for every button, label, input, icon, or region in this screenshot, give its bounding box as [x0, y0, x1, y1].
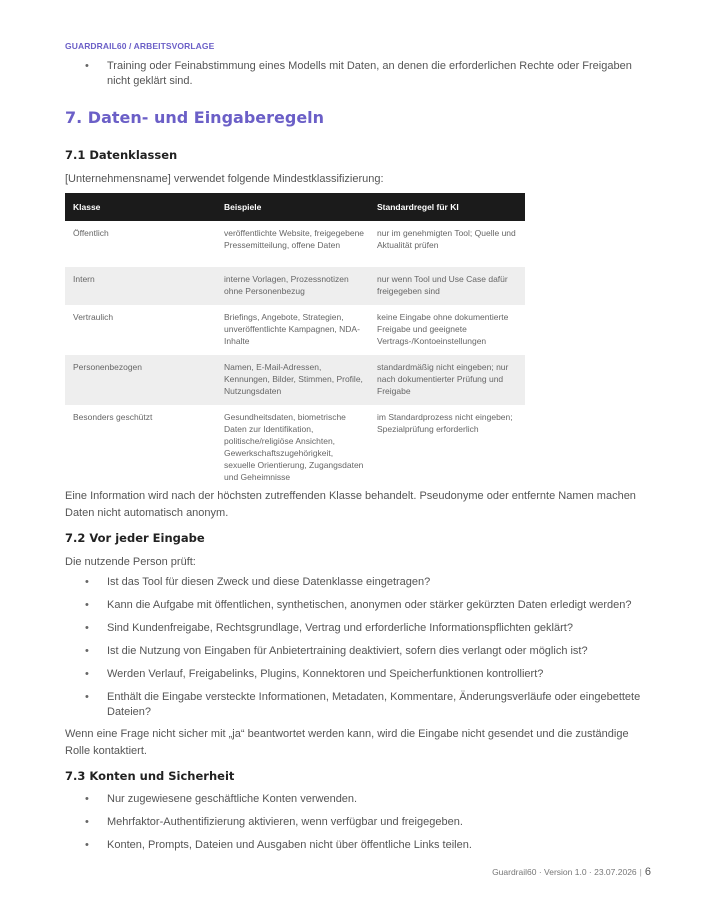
table-header-row [65, 193, 525, 221]
table-row [65, 355, 525, 405]
subsection-heading-7-3: 7.3 Konten und Sicherheit [65, 769, 235, 783]
table-cell: Briefings, Angebote, Strategien, unveröffentlichte Kampagnen, NDA-Inhalte [224, 312, 360, 346]
checklist [65, 575, 645, 728]
list-item: • Ist die Nutzung von Eingaben für Anbietertraining deaktiviert, sofern dies verlangt oder möglich ist? [65, 644, 645, 659]
column-header: Klasse [65, 193, 218, 221]
paragraph: Wenn eine Frage nicht sicher mit „ja“ beantwortet werden kann, wird die Eingabe nicht gesendet und die zuständige Rolle kontaktiert. [65, 728, 629, 757]
list-item: • Mehrfaktor-Authentifizierung aktivieren, wenn verfügbar und freigegeben. [65, 815, 645, 830]
section-heading: 7. Daten- und Eingaberegeln [65, 108, 325, 127]
table-cell: interne Vorlagen, Prozessnotizen ohne Personenbezug [218, 267, 371, 305]
paragraph: Die nutzende Person prüft: [65, 556, 196, 568]
table-cell: Öffentlich [73, 228, 109, 238]
data-class-table [65, 193, 525, 489]
list-item: • Training oder Feinabstimmung eines Modells mit Daten, an denen die erforderlichen Rechte oder Freigaben nicht geklärt sind. [65, 59, 645, 89]
table-cell: Personenbezogen [65, 355, 218, 405]
table-row [65, 267, 525, 305]
footer-text: Guardrail60 · Version 1.0 · 23.07.2026 [492, 867, 637, 877]
table-cell: im Standardprozess nicht eingeben; Spezialprüfung erforderlich [377, 412, 513, 434]
list-item: • Enthält die Eingabe versteckte Informationen, Metadaten, Kommentare, Änderungsverläufe oder eingebettete Dateien? [65, 690, 645, 720]
column-header: Beispiele [218, 193, 371, 221]
table-row [65, 305, 525, 355]
security-list [65, 792, 645, 861]
list-item: • Ist das Tool für diesen Zweck und diese Datenklasse eingetragen? [65, 575, 645, 590]
table-cell: Intern [65, 267, 218, 305]
subsection-heading-7-2: 7.2 Vor jeder Eingabe [65, 531, 205, 545]
table-row [65, 221, 525, 267]
table-cell: nur im genehmigten Tool; Quelle und Aktualität prüfen [377, 228, 516, 250]
running-header: GUARDRAIL60 / ARBEITSVORLAGE [65, 41, 215, 51]
intro-bullet-list [65, 59, 645, 89]
list-item: • Nur zugewiesene geschäftliche Konten verwenden. [65, 792, 645, 807]
table-cell: Gesundheitsdaten, biometrische Daten zur Identifikation, politische/religiöse Ansichten, Gewerkschaftszugehörigkeit, sexuelle Orientierung, Zugangsdaten und Geheimnisse [224, 412, 364, 482]
list-item: • Werden Verlauf, Freigabelinks, Plugins, Konnektoren und Speicherfunktionen kontrolliert? [65, 667, 645, 682]
table-cell: standardmäßig nicht eingeben; nur nach dokumentierter Prüfung und Freigabe [371, 355, 525, 405]
paragraph: Eine Information wird nach der höchsten zutreffenden Klasse behandelt. Pseudonyme oder entfernte Namen machen Daten nicht automatisch anonym. [65, 490, 636, 519]
page-number: 6 [644, 866, 651, 878]
column-header: Standardregel für KI [371, 193, 525, 221]
table-cell: veröffentlichte Website, freigegebene Pressemitteilung, offene Daten [224, 228, 365, 250]
subsection-heading-7-1: 7.1 Datenklassen [65, 148, 178, 162]
table-cell: nur wenn Tool und Use Case dafür freigegeben sind [371, 267, 525, 305]
table-cell: Namen, E-Mail-Adressen, Kennungen, Bilder, Stimmen, Profile, Nutzungsdaten [218, 355, 371, 405]
list-item: • Konten, Prompts, Dateien und Ausgaben nicht über öffentliche Links teilen. [65, 838, 645, 853]
page-footer [440, 866, 651, 878]
footer-separator: | [639, 867, 642, 877]
list-item: • Kann die Aufgabe mit öffentlichen, synthetischen, anonymen oder stärker gekürzten Daten erledigt werden? [65, 598, 645, 613]
table-row [65, 405, 525, 489]
table-cell: keine Eingabe ohne dokumentierte Freigabe und geeignete Vertrags-/Kontoeinstellungen [377, 312, 509, 346]
table-cell: Vertraulich [73, 312, 114, 322]
paragraph: [Unternehmensname] verwendet folgende Mindestklassifizierung: [65, 173, 384, 185]
table-cell: Besonders geschützt [73, 412, 153, 422]
list-item: • Sind Kundenfreigabe, Rechtsgrundlage, Vertrag und erforderliche Informationspflichten geklärt? [65, 621, 645, 636]
